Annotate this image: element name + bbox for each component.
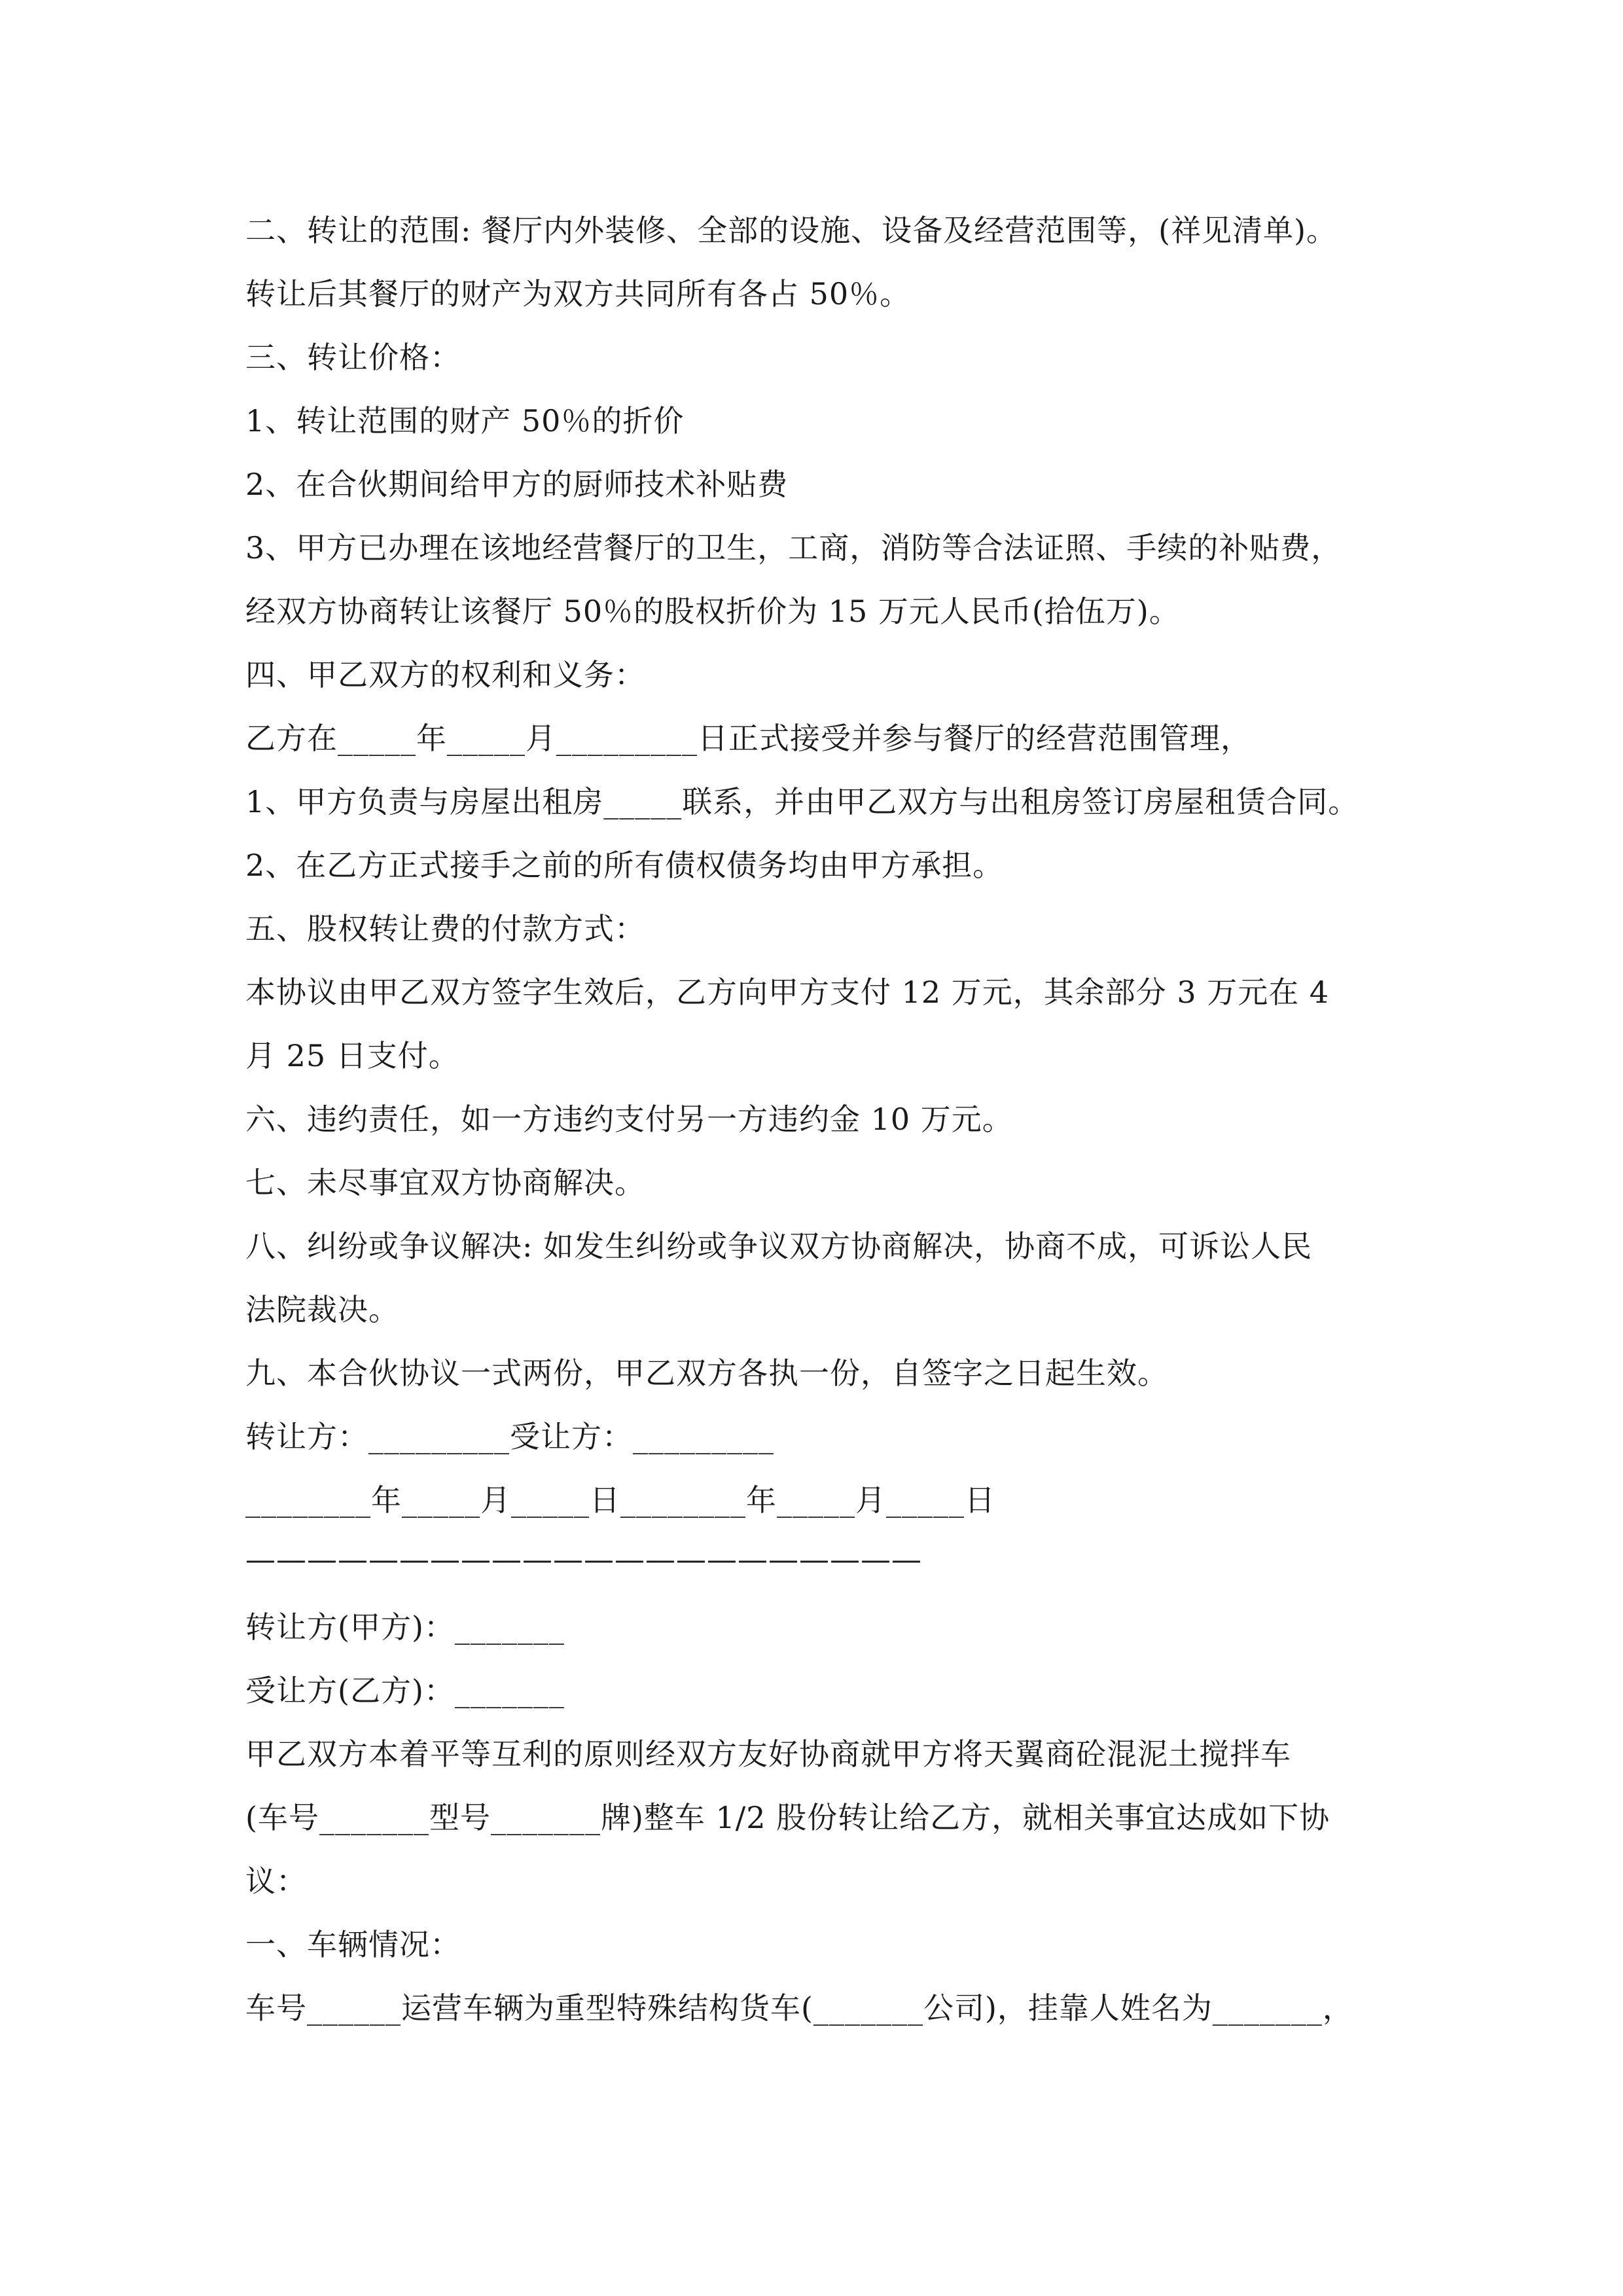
date-line: ________年_____月_____日________年_____月_____日 xyxy=(245,1482,995,1518)
section-6-heading: 六、违约责任，如一方违约支付另一方违约金 10 万元。 xyxy=(245,1102,1013,1137)
list-item: 3、甲方已办理在该地经营餐厅的卫生，工商，消防等合法证照、手续的补贴费， xyxy=(245,530,1342,565)
paragraph-line: 本协议由甲乙双方签字生效后，乙方向甲方支付 12 万元，其余部分 3 万元在 4 xyxy=(245,975,1330,1010)
transferor-field: 转让方(甲方)：_______ xyxy=(245,1609,565,1645)
section-8-heading: 八、纠纷或争议解决: 如发生纠纷或争议双方协商解决，协商不成，可诉讼人民 xyxy=(245,1229,1313,1264)
section-3-heading: 三、转让价格： xyxy=(245,340,461,375)
list-item: 2、在合伙期间给甲方的厨师技术补贴费 xyxy=(245,467,789,502)
paragraph-line: 月 25 日支付。 xyxy=(245,1038,459,1073)
paragraph-line: 车号______运营车辆为重型特殊结构货车(_______公司)，挂靠人姓名为_______， xyxy=(245,1990,1353,2026)
section-4-heading: 四、甲乙双方的权利和义务： xyxy=(245,657,645,692)
list-item: 1、转让范围的财产 50％的折价 xyxy=(245,403,685,439)
transferee-field: 受让方(乙方)：_______ xyxy=(245,1673,565,1708)
paragraph-line: 乙方在_____年_____月_________日正式接受并参与餐厅的经营范围管理， xyxy=(245,721,1251,756)
paragraph-line: 议： xyxy=(245,1863,307,1899)
section-5-heading: 五、股权转让费的付款方式： xyxy=(245,911,645,946)
section-2-scope: 二、转让的范围: 餐厅内外装修、全部的设施、设备及经营范围等，(祥见清单)。 xyxy=(245,213,1338,248)
paragraph-line: (车号_______型号_______牌)整车 1/2 股份转让给乙方，就相关事宜达成如下协 xyxy=(245,1800,1330,1835)
paragraph-line: 经双方协商转让该餐厅 50％的股权折价为 15 万元人民币(拾伍万)。 xyxy=(245,594,1180,629)
paragraph-line: 转让后其餐厅的财产为双方共同所有各占 50％。 xyxy=(245,276,911,312)
paragraph-line: 法院裁决。 xyxy=(245,1292,399,1327)
list-item: 2、在乙方正式接手之前的所有债权债务均由甲方承担。 xyxy=(245,848,1004,883)
divider-line: —————————————————————— xyxy=(245,1541,922,1577)
section-1-heading: 一、车辆情况： xyxy=(245,1927,461,1962)
paragraph-line: 甲乙双方本着平等互利的原则经双方友好协商就甲方将天翼商砼混泥土搅拌车 xyxy=(245,1736,1291,1772)
list-item: 1、甲方负责与房屋出租房_____联系，并由甲乙双方与出租房签订房屋租赁合同。 xyxy=(245,784,1359,819)
section-9-heading: 九、本合伙协议一式两份，甲乙双方各执一份，自签字之日起生效。 xyxy=(245,1355,1168,1391)
section-7-heading: 七、未尽事宜双方协商解决。 xyxy=(245,1165,645,1200)
signature-line: 转让方：_________受让方：_________ xyxy=(245,1419,774,1454)
